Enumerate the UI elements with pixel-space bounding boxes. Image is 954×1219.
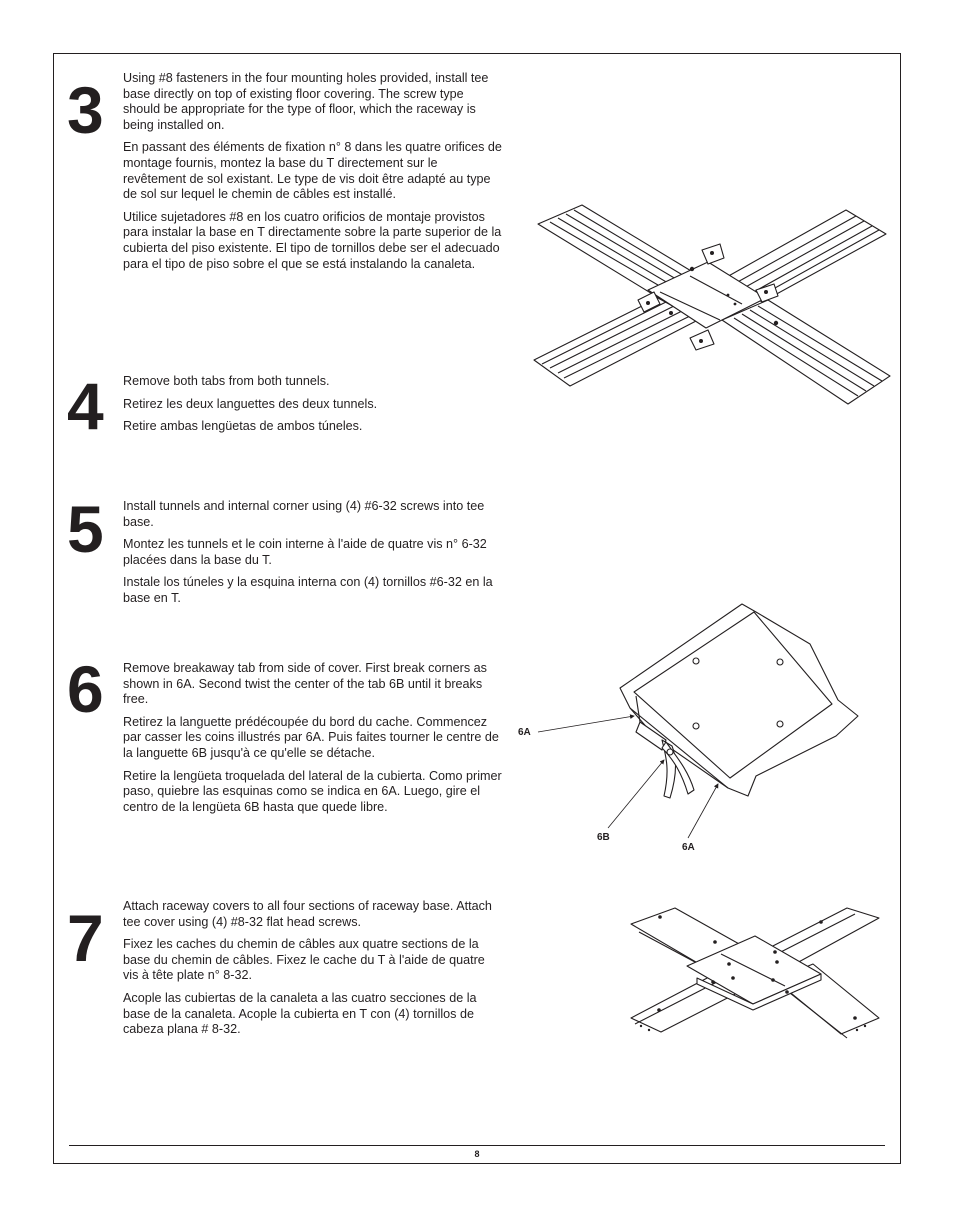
step-7 [67, 899, 507, 1049]
instruction-english: Attach raceway covers to all four sections of raceway base. Attach tee cover using (4) #8-32 flat head screws. [123, 899, 492, 929]
step-number: 7 [67, 901, 102, 975]
instruction-french: Retirez les deux languettes des deux tunnels. [123, 396, 378, 411]
step-6 [67, 652, 507, 841]
instruction-french: Montez les tunnels et le coin interne à l'aide de quatre vis n° 6-32 placées dans la base du T. [123, 537, 487, 567]
covered-tee-assembly-illustration [625, 900, 885, 1040]
step-instructions [123, 661, 503, 822]
step-instructions [123, 499, 503, 614]
step-3 [67, 71, 507, 321]
instruction-spanish: Retire la lengüeta troquelada del lateral de la cubierta. Como primer paso, quiebre las esquinas como se indica en 6A. Luego, gire el centro de la lengüeta 6B hasta que quede libre. [123, 768, 502, 814]
callout-6a-left: 6A [518, 727, 531, 738]
step-number: 3 [67, 73, 102, 147]
step-number: 5 [67, 492, 102, 566]
instruction-french: Fixez les caches du chemin de câbles aux quatre sections de la base du chemin de câbles. Fixez le cache du T à l'aide de quatre vis à tête plate n° 8-32. [123, 937, 485, 983]
step-instructions [123, 71, 503, 279]
step-5 [67, 492, 507, 619]
instruction-english: Install tunnels and internal corner using (4) #6-32 screws into tee base. [123, 499, 485, 529]
instruction-french: En passant des éléments de fixation n° 8 dans les quatre orifices de montage fournis, montez la base du T directement sur le revêtement de sol existant. Le type de vis doit être adapté au type de sol sur lequel le chemin de câbles est installé. [123, 140, 502, 202]
footer-rule [69, 1145, 885, 1146]
callout-6b: 6B [597, 832, 610, 843]
instruction-english: Remove breakaway tab from side of cover. First break corners as shown in 6A. Second twist the center of the tab 6B until it breaks free. [123, 661, 487, 707]
step-4 [67, 369, 507, 444]
instruction-french: Retirez la languette prédécoupée du bord du cache. Commencez par casser les coins illustrés par 6A. Puis faites tourner le centre de la languette 6B jusqu'à ce qu'elle se détache. [123, 714, 499, 760]
callout-6a-bottom: 6A [682, 842, 695, 853]
instruction-spanish: Retire ambas lengüetas de ambos túneles. [123, 419, 363, 434]
callout-leaders [500, 700, 740, 850]
step-instructions [123, 374, 503, 442]
step-number: 4 [67, 369, 102, 443]
page-number: 8 [474, 1149, 480, 1159]
instruction-english: Using #8 fasteners in the four mounting holes provided, install tee base directly on top of existing floor covering. The screw type should be appropriate for the type of floor, which the raceway is being installed on. [123, 71, 489, 132]
instruction-spanish: Instale los túneles y la esquina interna con (4) tornillos #6-32 en la base en T. [123, 575, 493, 605]
instruction-spanish: Utilice sujetadores #8 en los cuatro orificios de montaje provistos para instalar la base en T directamente sobre la parte superior de la cubierta del piso existente. El tipo de tornillos debe ser el adecuado para el tipo de piso sobre el que se está instalando la canaleta. [123, 209, 502, 271]
instruction-english: Remove both tabs from both tunnels. [123, 374, 330, 388]
tee-base-assembly-illustration [530, 200, 895, 410]
instruction-spanish: Acople las cubiertas de la canaleta a las cuatro secciones de la base de la canaleta. Acople la cubierta en T con (4) tornillos de cabeza plana # 8-32. [123, 990, 477, 1037]
step-number: 6 [67, 652, 102, 726]
step-instructions [123, 899, 503, 1045]
